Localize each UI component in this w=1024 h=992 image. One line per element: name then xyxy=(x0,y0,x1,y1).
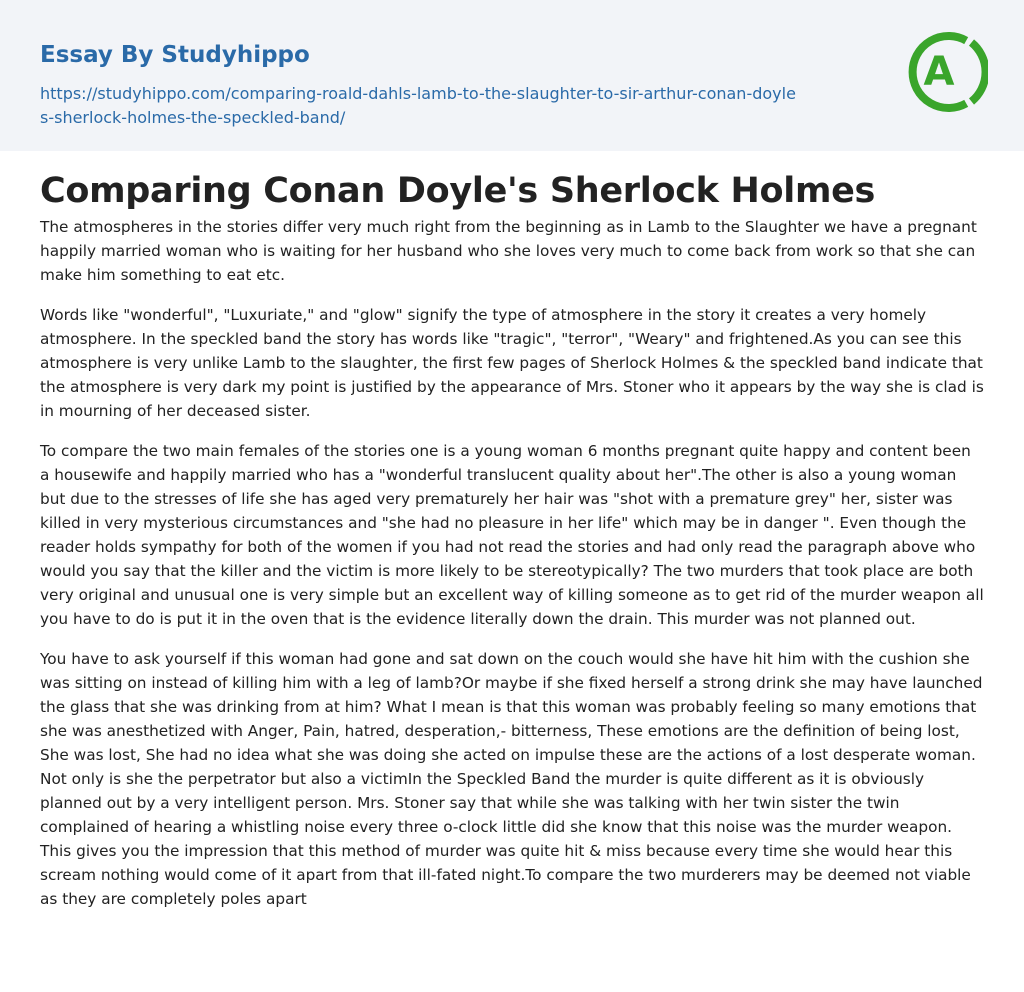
article-title: Comparing Conan Doyle's Sherlock Holmes xyxy=(40,171,876,211)
article-paragraph-2: Words like "wonderful", "Luxuriate," and "glow" signify the type of atmosphere in the story it creates a very homely atmosphere. In the speckled band the story has words like "tragic", "terror", "Weary" and frightened.As you can see this atmosphere is very unlike Lamb to the slaughter, the first few pages of Sherlock Holmes & the speckled band indicate that the atmosphere is very dark my point is justified by the appearance of Mrs. Stoner who it appears by the way she is clad is in mourning of her deceased sister. xyxy=(40,306,984,420)
article-paragraph-1: The atmospheres in the stories differ very much right from the beginning as in Lamb to the Slaughter we have a pregnant happily married woman who is waiting for her husband who she loves very much to come back from work so that she can make him something to eat etc. xyxy=(40,218,977,284)
site-header xyxy=(0,0,1024,151)
article xyxy=(0,169,1024,911)
logo-letter: A xyxy=(923,49,955,95)
brand-title: Essay By Studyhippo xyxy=(40,42,310,68)
studyhippo-logo-icon[interactable] xyxy=(908,28,988,116)
article-paragraph-3: To compare the two main females of the stories one is a young woman 6 months pregnant quite happy and content been a housewife and happily married who has a "wonderful translucent quality about her".The other is also a young woman but due to the stresses of life she has aged very prematurely her hair was "shot with a premature grey" her, sister was killed in very mysterious circumstances and "she had no pleasure in her life" which may be in danger ". Even though the reader holds sympathy for both of the women if you had not read the stories and had only read the paragraph above who would you say that the killer and the victim is more likely to be stereotypically? The two murders that took place are both very original and unusual one is very simple but an excellent way of killing someone as to get rid of the murder weapon all you have to do is put it in the oven that is the evidence literally down the drain. This murder was not planned out. xyxy=(40,442,984,628)
source-url-link[interactable]: https://studyhippo.com/comparing-roald-dahls-lamb-to-the-slaughter-to-sir-arthur-conan-doyles-sherlock-holmes-the-speckled-band/ xyxy=(40,84,796,127)
article-paragraph-4: You have to ask yourself if this woman had gone and sat down on the couch would she have hit him with the cushion she was sitting on instead of killing him with a leg of lamb?Or maybe if she fixed herself a strong drink she may have launched the glass that she was drinking from at him? What I mean is that this woman was probably feeling so many emotions that she was anesthetized with Anger, Pain, hatred, desperation,- bitterness, These emotions are the definition of being lost, She was lost, She had no idea what she was doing she acted on impulse these are the actions of a lost desperate woman. Not only is she the perpetrator but also a victimIn the Speckled Band the murder is quite different as it is obviously planned out by a very intelligent person. Mrs. Stoner say that while she was talking with her twin sister the twin complained of hearing a whistling noise every three o-clock little did she know that this noise was the murder weapon. This gives you the impression that this method of murder was quite hit & miss because every time she would hear this scream nothing would come of it apart from that ill-fated night.To compare the two murderers may be deemed not viable as they are completely poles apart xyxy=(40,650,983,908)
